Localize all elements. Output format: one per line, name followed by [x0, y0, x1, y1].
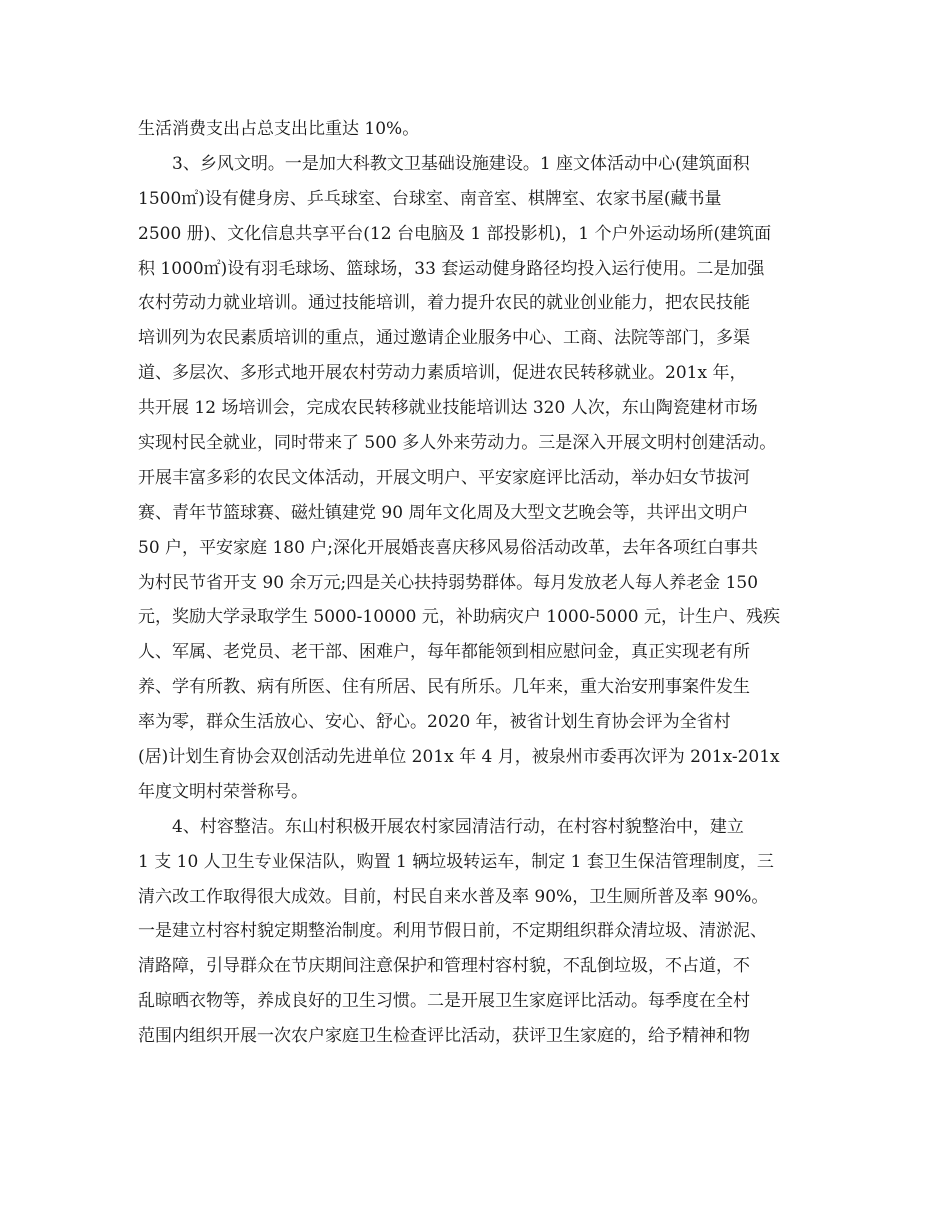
text-line: (居)计划生育协会双创活动先进单位 201x 年 4 月，被泉州市委再次评为 201x-201x: [138, 747, 780, 768]
text-line: 生活消费支出占总支出比重达 10%。: [138, 119, 420, 139]
text-line: 1500㎡)设有健身房、乒乓球室、台球室、南音室、棋牌室、农家书屋(藏书量: [138, 188, 722, 209]
text-line: 道、多层次、多形式地开展农村劳动力素质培训，促进农民转移就业。201x 年，: [138, 363, 747, 384]
text-line: 率为零，群众生活放心、安心、舒心。2020 年，被省计划生育协会评为全省村: [138, 712, 731, 733]
text-line: 一是建立村容村貌定期整治制度。利用节假日前，不定期组织群众清垃圾、清淤泥、: [138, 921, 767, 942]
text-line: 培训列为农民素质培训的重点，通过邀请企业服务中心、工商、法院等部门，多渠: [138, 328, 750, 349]
text-line: 实现村民全就业，同时带来了 500 多人外来劳动力。三是深入开展文明村创建活动。: [138, 433, 777, 454]
text-line: 赛、青年节篮球赛、磁灶镇建党 90 周年文化周及大型文艺晚会等，共评出文明户: [138, 502, 749, 523]
text-line: 清路障，引导群众在节庆期间注意保护和管理村容村貌，不乱倒垃圾，不占道，不: [138, 956, 750, 977]
text-line: 人、军属、老党员、老干部、困难户，每年都能领到相应慰问金，真正实现老有所: [138, 642, 750, 663]
text-line: 清六改工作取得很大成效。目前，村民自来水普及率 90%，卫生厕所普及率 90%。: [138, 886, 769, 907]
text-line: 开展丰富多彩的农民文体活动，开展文明户、平安家庭评比活动，举办妇女节拔河: [138, 467, 750, 488]
text-line: 50 户，平安家庭 180 户;深化开展婚丧喜庆移风易俗活动改革，去年各项红白事共: [138, 537, 759, 558]
text-line: 共开展 12 场培训会，完成农民转移就业技能培训达 320 人次，东山陶瓷建材市场: [138, 398, 758, 419]
text-line: 为村民节省开支 90 余万元;四是关心扶持弱势群体。每月发放老人每人养老金 150: [138, 572, 759, 593]
text-line: 1 支 10 人卫生专业保洁队，购置 1 辆垃圾转运车，制定 1 套卫生保洁管理制度，三: [138, 851, 774, 872]
text-line: 元，奖励大学录取学生 5000-10000 元，补助病灾户 1000-5000 元，计生户、残疾: [138, 607, 780, 628]
section-3-heading-line: 3、乡风文明。一是加大科教文卫基础设施建设。1 座文体活动中心(建筑面积: [172, 153, 750, 174]
text-line: 年度文明村荣誉称号。: [138, 781, 308, 802]
text-line: 积 1000㎡)设有羽毛球场、篮球场，33 套运动健身路径均投入运行使用。二是加强: [138, 258, 765, 279]
text-line: 乱晾晒衣物等，养成良好的卫生习惯。二是开展卫生家庭评比活动。每季度在全村: [138, 991, 750, 1012]
text-line: 2500 册)、文化信息共享平台(12 台电脑及 1 部投影机)，1 个户外运动场所(建筑面: [138, 223, 772, 244]
text-line: 农村劳动力就业培训。通过技能培训，着力提升农民的就业创业能力，把农民技能: [138, 293, 750, 314]
text-line: 养、学有所教、病有所医、住有所居、民有所乐。几年来，重大治安刑事案件发生: [138, 677, 750, 698]
text-line: 范围内组织开展一次农户家庭卫生检查评比活动，获评卫生家庭的，给予精神和物: [138, 1026, 750, 1047]
section-4-heading-line: 4、村容整洁。东山村积极开展农村家园清洁行动，在村容村貌整治中，建立: [172, 816, 744, 837]
document-body: [138, 112, 838, 1054]
